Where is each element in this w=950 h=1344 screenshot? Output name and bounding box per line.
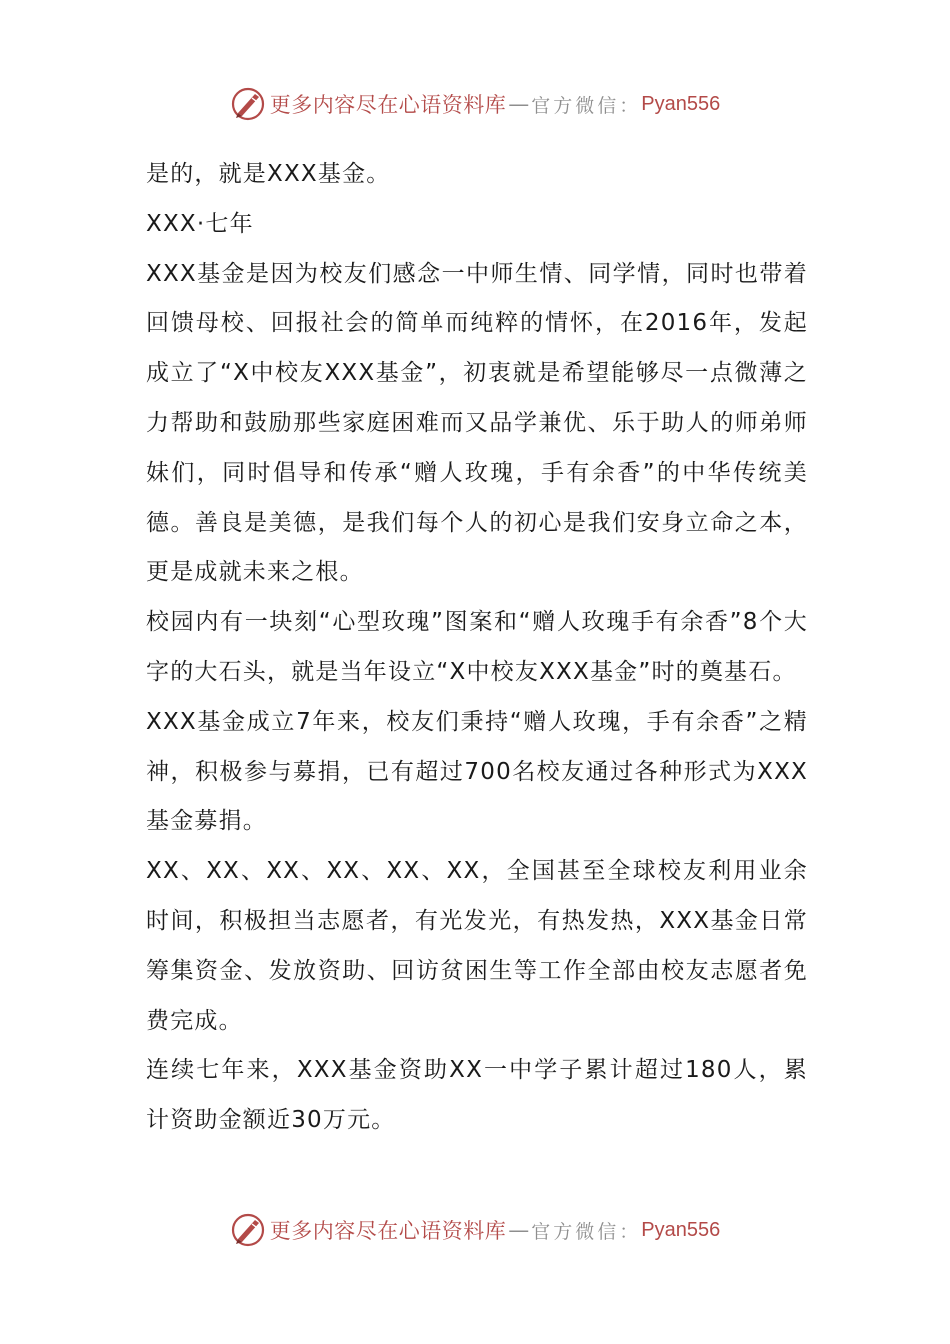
footer-watermark xyxy=(0,1210,950,1250)
paragraph-7: 连续七年来，XXX基金资助XX一中学子累计超过180人，累计资助金额近30万元。 xyxy=(146,1057,808,1134)
paragraph-4: 校园内有一块刻“心型玫瑰”图案和“赠人玫瑰手有余香”8个大字的大石头，就是当年设立“X中校友XXX基金”时的奠基石。 xyxy=(146,609,808,685)
footer-site-text: 更多内容尽在心语资料库 xyxy=(269,1219,507,1243)
document-body xyxy=(146,150,808,1146)
header-watermark xyxy=(0,84,950,124)
paragraph-2: XXX·七年 xyxy=(146,210,254,237)
header-wechat-label: 官方微信： xyxy=(531,94,642,117)
paragraph-1: 是的，就是XXX基金。 xyxy=(146,161,391,187)
header-site-text: 更多内容尽在心语资料库 xyxy=(269,93,507,117)
paragraph-5: XXX基金成立7年来，校友们秉持“赠人玫瑰，手有余香”之精神，积极参与募捐，已有超过700名校友通过各种形式为XXX基金募捐。 xyxy=(146,708,808,835)
footer-separator: — xyxy=(508,1218,530,1242)
footer-wechat-label: 官方微信： xyxy=(531,1220,642,1243)
footer-wechat-id: Pyan556 xyxy=(641,1218,721,1241)
pen-circle-logo-icon xyxy=(230,86,266,122)
paragraph-3: XXX基金是因为校友们感念一中师生情、同学情，同时也带着回馈母校、回报社会的简单而纯粹的情怀，在2016年，发起成立了“X中校友XXX基金”，初衷就是希望能够尽一点微薄之力帮助和鼓励那些家庭困难而又品学兼优、乐于助人的师弟师妹们，同时倡导和传承“赠人玫瑰，手有余香”的中华传统美德。善良是美德，是我们每个人的初心是我们安身立命之本，更是成就未来之根。 xyxy=(146,260,808,586)
pen-circle-logo-icon xyxy=(230,1212,266,1248)
header-wechat-id: Pyan556 xyxy=(641,92,721,115)
paragraph-6: XX、XX、XX、XX、XX、XX，全国甚至全球校友利用业余时间，积极担当志愿者，有光发光，有热发热，XXX基金日常筹集资金、发放资助、回访贫困生等工作全部由校友志愿者免费完成。 xyxy=(146,858,808,1034)
header-separator: — xyxy=(508,92,530,116)
